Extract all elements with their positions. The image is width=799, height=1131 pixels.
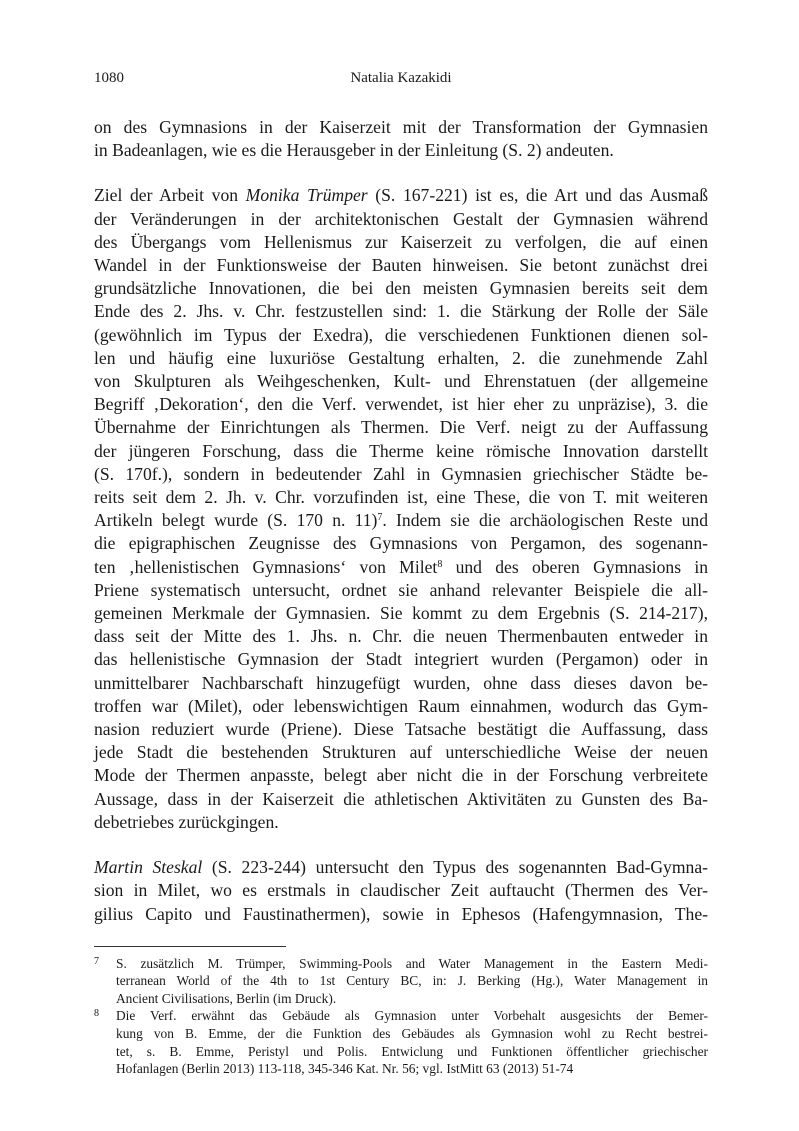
page: [94, 70, 708, 1078]
footnote-line: Ancient Civilisations, Berlin (im Druck).: [116, 990, 337, 1006]
footnote-ref-8[interactable]: 8: [437, 558, 443, 570]
text-run: . Indem sie die archäologischen Reste und: [382, 510, 708, 531]
footnote-line: tet, s. B. Emme, Peristyl und Polis. Entwiclung und Funktionen öffentlicher griechischer: [116, 1043, 708, 1059]
footnote-ref-7[interactable]: 7: [377, 512, 383, 524]
page-number: 1080: [94, 70, 124, 86]
running-head: [94, 70, 708, 96]
text-run: (S. 223-244) untersucht den Typus des sogenannten Bad-Gymna-: [202, 857, 708, 878]
text-run: Ziel der Arbeit von: [94, 185, 246, 206]
text-line: on des Gymnasions in der Kaiserzeit mit der Transformation der Gymnasien: [94, 117, 708, 137]
running-head-author: Natalia Kazakidi: [350, 70, 452, 86]
text-line: der jüngeren Forschung, dass die Therme keine römische Innovation darstellt: [94, 440, 708, 461]
text-line: der Veränderungen in der architektonischen Gestalt der Gymnasien während: [94, 208, 708, 229]
text-line: (gewöhnlich im Typus der Exedra), die verschiedenen Funktionen dienen sol-: [94, 324, 708, 345]
author-name: Martin Steskal: [94, 857, 203, 878]
footnote-mark: 7: [94, 955, 99, 967]
author-name: Monika Trümper: [245, 185, 368, 206]
text-line: [94, 509, 708, 532]
text-line: nasion reduziert wurde (Priene). Diese Tatsache bestätigt die Auffassung, dass: [94, 719, 708, 740]
text-line: Mode der Thermen anpasste, belegt aber nicht die in der Forschung verbreitete: [94, 765, 708, 786]
footnotes: [94, 955, 708, 1078]
paragraph-2: [94, 184, 708, 834]
text-line: von Skulpturen als Weihgeschenken, Kult- und Ehrenstatuen (der allgemeine: [94, 371, 708, 392]
text-run: Artikeln belegt wurde (S. 170 n. 11): [94, 510, 378, 531]
text-run: und des oberen Gymnasions in: [442, 556, 709, 577]
text-line: das hellenistische Gymnasion der Stadt integriert wurden (Pergamon) oder in: [94, 649, 708, 670]
text-line: in Badeanlagen, wie es die Herausgeber in der Einleitung (S. 2) andeuten.: [94, 140, 614, 161]
text-line: dass seit der Mitte des 1. Jhs. n. Chr. die neuen Thermenbauten entweder in: [94, 626, 708, 647]
text-line: unmittelbarer Nachbarschaft hinzugefügt wurden, ohne dass dieses davon be-: [94, 672, 708, 693]
body-text: [94, 116, 708, 926]
text-line: gilius Capito und Faustinathermen), sowie in Ephesos (Hafengymnasion, The-: [94, 903, 708, 924]
text-line: Aussage, dass in der Kaiserzeit die athletischen Aktivitäten zu Gunsten des Ba-: [94, 788, 708, 809]
text-line: des Übergangs vom Hellenismus zur Kaiserzeit zu verfolgen, die auf einen: [94, 231, 708, 252]
footnote-line: Die Verf. erwähnt das Gebäude als Gymnasion unter Vorbehalt ausgesichts der Bemer-: [116, 1008, 708, 1024]
footnote-line: terranean World of the 4th to 1st Century BC, in: J. Berking (Hg.), Water Management in: [116, 973, 708, 989]
footnote-line: kung von B. Emme, der die Funktion des Gebäudes als Gymnasion wohl zu Recht bestrei-: [116, 1026, 708, 1042]
text-line: gemeinen Merkmale der Gymnasien. Sie kommt zu dem Ergebnis (S. 214-217),: [94, 603, 708, 624]
text-line: Wandel in der Funktionsweise der Bauten hinweisen. Sie betont zunächst drei: [94, 255, 708, 276]
text-line: Priene systematisch untersucht, ordnet sie anhand relevanter Beispiele die all-: [94, 579, 708, 600]
footnote-mark: 8: [94, 1008, 99, 1020]
footnote-line: Hofanlagen (Berlin 2013) 113-118, 345-346 Kat. Nr. 56; vgl. IstMitt 63 (2013) 51-74: [116, 1061, 574, 1077]
text-line: (S. 170f.), sondern in bedeutender Zahl in Gymnasien griechischer Städte be-: [94, 463, 708, 484]
paragraph-1: [94, 116, 708, 162]
text-run: (S. 167-221) ist es, die Art und das Ausmaß: [367, 185, 708, 206]
text-line: Übernahme der Einrichtungen als Thermen. Die Verf. neigt zu der Auffassung: [94, 417, 708, 438]
text-line: grundsätzliche Innovationen, die bei den meisten Gymnasien bereits seit dem: [94, 278, 708, 299]
text-line: sion in Milet, wo es erstmals in claudischer Zeit auftaucht (Thermen des Ver-: [94, 880, 708, 901]
footnote-line: S. zusätzlich M. Trümper, Swimming-Pools and Water Management in the Eastern Medi-: [116, 955, 708, 971]
paragraph-3: [94, 856, 708, 926]
text-line: debetriebes zurückgingen.: [94, 811, 279, 832]
text-run: ten ‚hellenistischen Gymnasions‘ von Milet: [94, 556, 438, 577]
text-line: Begriff ‚Dekoration‘, den die Verf. verwendet, ist hier eher zu unpräzise), 3. die: [94, 394, 708, 415]
text-line: [94, 184, 708, 207]
text-line: troffen war (Milet), oder lebenswichtigen Raum einnahmen, wodurch das Gym-: [94, 695, 708, 716]
footnote-divider: [94, 946, 286, 947]
text-line: len und häufig eine luxuriöse Gestaltung erhalten, 2. die zunehmende Zahl: [94, 347, 708, 368]
text-line: [94, 556, 708, 579]
text-line: jede Stadt die bestehenden Strukturen auf unterschiedliche Weise der neuen: [94, 742, 708, 763]
text-line: reits seit dem 2. Jh. v. Chr. vorzufinden ist, eine These, die von T. mit weiteren: [94, 487, 708, 508]
text-line: die epigraphischen Zeugnisse des Gymnasions von Pergamon, des sogenann-: [94, 533, 708, 554]
text-line: [94, 856, 708, 879]
footnote-7: [94, 955, 708, 1008]
footnote-8: [94, 1007, 708, 1077]
text-line: Ende des 2. Jhs. v. Chr. festzustellen sind: 1. die Stärkung der Rolle der Säle: [94, 301, 708, 322]
